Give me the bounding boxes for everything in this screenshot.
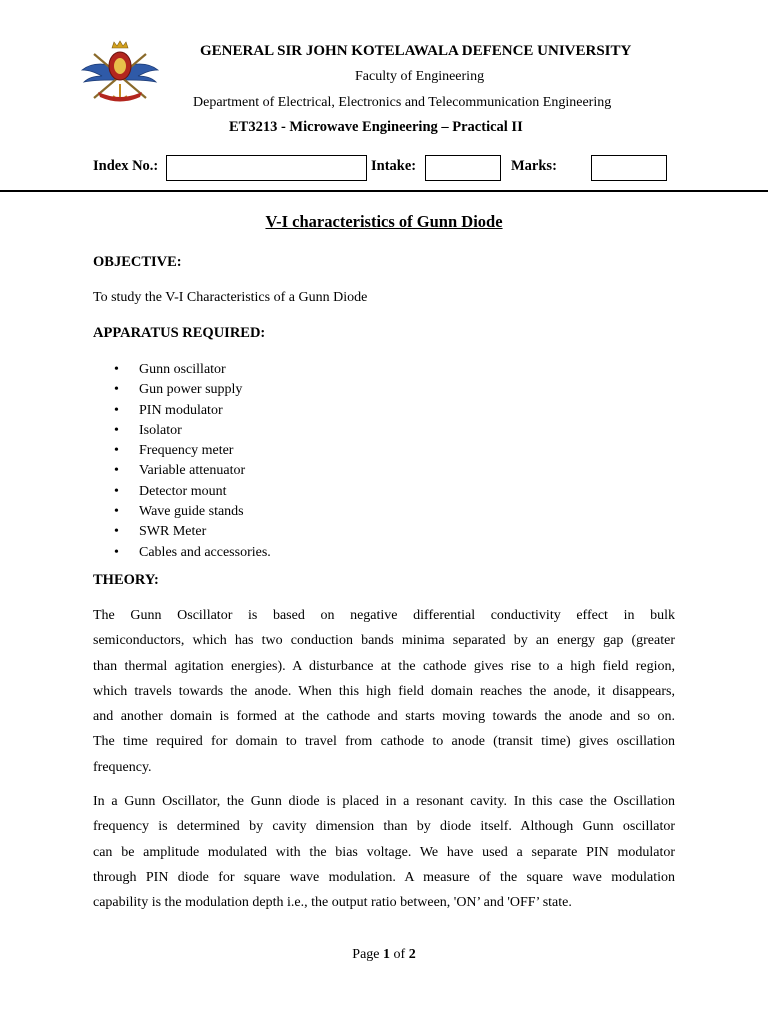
apparatus-heading: APPARATUS REQUIRED: (93, 325, 266, 341)
theory-paragraph-1 (93, 603, 675, 780)
list-item: • Wave guide stands (114, 502, 271, 522)
page-word: Page (352, 947, 380, 962)
paragraph-line: semiconductors, which has two conduction bands minima separated by an energy gap (greater (93, 633, 675, 649)
paragraph-line: than thermal agitation energies). A disturbance at the cathode gives rise to a high field region, (93, 658, 675, 674)
paragraph-line: The Gunn Oscillator is based on negative differential conductivity effect in bulk (93, 608, 675, 623)
paragraph-line: frequency is determined by cavity dimension than by diode itself. Although Gunn oscillator (93, 819, 675, 835)
university-name: GENERAL SIR JOHN KOTELAWALA DEFENCE UNIVERSITY (200, 43, 632, 59)
paragraph-line: through PIN diode for square wave modulation. A measure of the square wave modulation (93, 869, 675, 885)
list-item: • Gunn oscillator (114, 360, 271, 380)
theory-paragraph-2 (93, 789, 675, 915)
marks-label: Marks: (511, 158, 557, 174)
index-field[interactable] (166, 155, 367, 181)
list-item: • Isolator (114, 421, 271, 441)
list-item: • Detector mount (114, 482, 271, 502)
list-item: • PIN modulator (114, 401, 271, 421)
department-name: Department of Electrical, Electronics and Telecommunication Engineering (193, 95, 612, 110)
paragraph-line: capability is the modulation depth i.e., the output ratio between, 'ON’ and 'OFF’ state. (93, 895, 572, 911)
list-item: • SWR Meter (114, 522, 271, 542)
list-item: • Gun power supply (114, 380, 271, 400)
practical-title: V-I characteristics of Gunn Diode (265, 212, 503, 231)
intake-label: Intake: (371, 158, 417, 174)
faculty-name: Faculty of Engineering (355, 69, 485, 84)
paragraph-line: The time required for domain to travel from cathode to anode (transit time) gives oscillation (93, 734, 675, 750)
index-label: Index No.: (93, 158, 159, 174)
intake-field[interactable] (425, 155, 501, 181)
page-footer (0, 947, 768, 963)
list-item: • Variable attenuator (114, 461, 271, 481)
page-total: 2 (408, 947, 416, 962)
paragraph-line: and another domain is formed at the cathode and starts moving towards the anode and so on. (93, 709, 675, 725)
marks-field[interactable] (591, 155, 667, 181)
theory-heading: THEORY: (93, 572, 159, 588)
paragraph-line: can be amplitude modulated with the bias voltage. We have used a separate PIN modulator (93, 844, 675, 860)
objective-heading: OBJECTIVE: (93, 254, 182, 270)
page-current: 1 (383, 947, 391, 962)
objective-text: To study the V-I Characteristics of a Gunn Diode (93, 290, 368, 305)
paragraph-line: In a Gunn Oscillator, the Gunn diode is placed in a resonant cavity. In this case the Oscillation (93, 794, 675, 809)
course-title: ET3213 - Microwave Engineering – Practical II (229, 119, 523, 135)
paragraph-line: frequency. (93, 759, 152, 775)
apparatus-list (114, 360, 271, 563)
paragraph-line: which travels towards the anode. When this high field domain reaches the anode, it disappears, (93, 683, 675, 699)
list-item: • Cables and accessories. (114, 543, 271, 563)
list-item: • Frequency meter (114, 441, 271, 461)
university-crest-logo (80, 40, 160, 106)
page-of: of (393, 947, 406, 962)
header-divider (0, 190, 768, 192)
